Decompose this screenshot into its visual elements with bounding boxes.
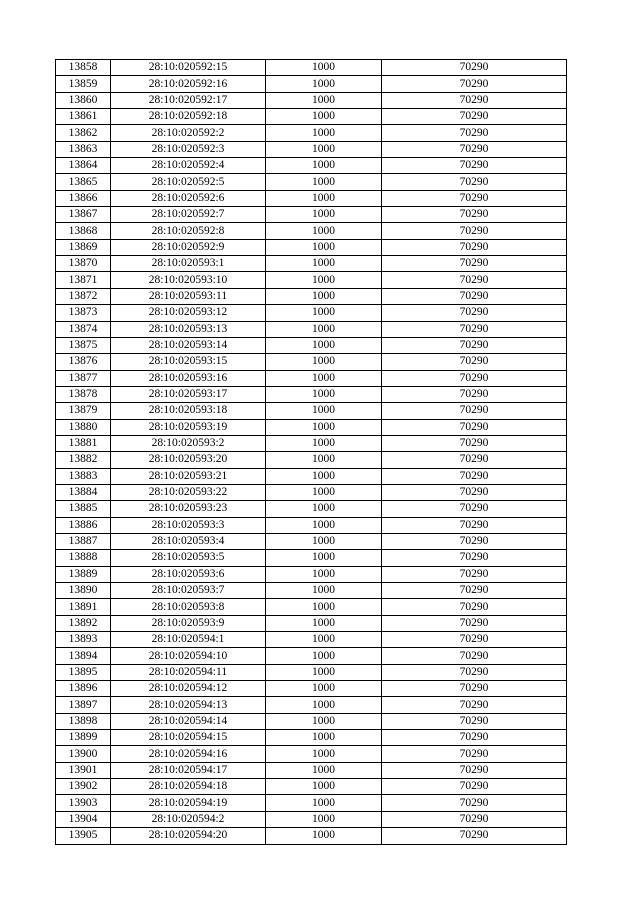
area-cell: 1000 [266, 762, 382, 778]
value-cell: 70290 [382, 141, 567, 157]
row-number-cell: 13880 [56, 419, 111, 435]
value-cell: 70290 [382, 632, 567, 648]
row-number-cell: 13891 [56, 599, 111, 615]
table-row [56, 583, 567, 599]
row-number-cell: 13889 [56, 566, 111, 582]
area-cell: 1000 [266, 125, 382, 141]
value-cell: 70290 [382, 239, 567, 255]
cadastral-number-cell: 28:10:020593:7 [111, 583, 266, 599]
area-cell: 1000 [266, 517, 382, 533]
cadastral-number-cell: 28:10:020592:17 [111, 92, 266, 108]
value-cell: 70290 [382, 386, 567, 402]
row-number-cell: 13893 [56, 632, 111, 648]
value-cell: 70290 [382, 811, 567, 827]
cadastral-number-cell: 28:10:020593:17 [111, 386, 266, 402]
value-cell: 70290 [382, 354, 567, 370]
row-number-cell: 13879 [56, 403, 111, 419]
cadastral-number-cell: 28:10:020594:17 [111, 762, 266, 778]
area-cell: 1000 [266, 533, 382, 549]
table-row [56, 533, 567, 549]
value-cell: 70290 [382, 713, 567, 729]
table-row [56, 550, 567, 566]
table-row [56, 403, 567, 419]
table-row [56, 92, 567, 108]
cadastral-number-cell: 28:10:020593:21 [111, 468, 266, 484]
area-cell: 1000 [266, 648, 382, 664]
cadastral-number-cell: 28:10:020592:6 [111, 190, 266, 206]
cadastral-number-cell: 28:10:020594:18 [111, 779, 266, 795]
cadastral-number-cell: 28:10:020592:4 [111, 158, 266, 174]
value-cell: 70290 [382, 730, 567, 746]
area-cell: 1000 [266, 795, 382, 811]
table-row [56, 60, 567, 76]
table-row [56, 501, 567, 517]
area-cell: 1000 [266, 501, 382, 517]
cadastral-number-cell: 28:10:020594:11 [111, 664, 266, 680]
table-row [56, 435, 567, 451]
cadastral-number-cell: 28:10:020593:13 [111, 321, 266, 337]
cadastral-number-cell: 28:10:020593:18 [111, 403, 266, 419]
area-cell: 1000 [266, 746, 382, 762]
value-cell: 70290 [382, 76, 567, 92]
cadastral-number-cell: 28:10:020594:14 [111, 713, 266, 729]
cadastral-number-cell: 28:10:020593:5 [111, 550, 266, 566]
value-cell: 70290 [382, 517, 567, 533]
table-row [56, 762, 567, 778]
table-row [56, 76, 567, 92]
row-number-cell: 13866 [56, 190, 111, 206]
table-row [56, 648, 567, 664]
value-cell: 70290 [382, 828, 567, 844]
value-cell: 70290 [382, 779, 567, 795]
table-row [56, 697, 567, 713]
row-number-cell: 13890 [56, 583, 111, 599]
table-row [56, 468, 567, 484]
area-cell: 1000 [266, 599, 382, 615]
value-cell: 70290 [382, 468, 567, 484]
value-cell: 70290 [382, 207, 567, 223]
area-cell: 1000 [266, 158, 382, 174]
area-cell: 1000 [266, 190, 382, 206]
table-row [56, 811, 567, 827]
area-cell: 1000 [266, 811, 382, 827]
row-number-cell: 13900 [56, 746, 111, 762]
value-cell: 70290 [382, 533, 567, 549]
row-number-cell: 13897 [56, 697, 111, 713]
row-number-cell: 13876 [56, 354, 111, 370]
value-cell: 70290 [382, 648, 567, 664]
row-number-cell: 13885 [56, 501, 111, 517]
area-cell: 1000 [266, 223, 382, 239]
row-number-cell: 13903 [56, 795, 111, 811]
value-cell: 70290 [382, 272, 567, 288]
value-cell: 70290 [382, 664, 567, 680]
cadastral-number-cell: 28:10:020592:15 [111, 60, 266, 76]
area-cell: 1000 [266, 370, 382, 386]
cadastral-number-cell: 28:10:020594:2 [111, 811, 266, 827]
value-cell: 70290 [382, 550, 567, 566]
table-row [56, 321, 567, 337]
cadastral-number-cell: 28:10:020594:13 [111, 697, 266, 713]
row-number-cell: 13894 [56, 648, 111, 664]
value-cell: 70290 [382, 419, 567, 435]
row-number-cell: 13904 [56, 811, 111, 827]
table-row [56, 795, 567, 811]
table-row [56, 730, 567, 746]
table-row [56, 239, 567, 255]
table-row [56, 419, 567, 435]
cadastral-number-cell: 28:10:020592:5 [111, 174, 266, 190]
value-cell: 70290 [382, 746, 567, 762]
row-number-cell: 13887 [56, 533, 111, 549]
value-cell: 70290 [382, 190, 567, 206]
area-cell: 1000 [266, 92, 382, 108]
value-cell: 70290 [382, 60, 567, 76]
value-cell: 70290 [382, 321, 567, 337]
table-row [56, 484, 567, 500]
row-number-cell: 13865 [56, 174, 111, 190]
cadastral-number-cell: 28:10:020594:19 [111, 795, 266, 811]
area-cell: 1000 [266, 664, 382, 680]
area-cell: 1000 [266, 337, 382, 353]
area-cell: 1000 [266, 386, 382, 402]
cadastral-number-cell: 28:10:020594:15 [111, 730, 266, 746]
value-cell: 70290 [382, 305, 567, 321]
table-row [56, 190, 567, 206]
table-row [56, 141, 567, 157]
table-row [56, 288, 567, 304]
area-cell: 1000 [266, 550, 382, 566]
value-cell: 70290 [382, 795, 567, 811]
table-row [56, 256, 567, 272]
table-row [56, 207, 567, 223]
area-cell: 1000 [266, 828, 382, 844]
value-cell: 70290 [382, 583, 567, 599]
row-number-cell: 13892 [56, 615, 111, 631]
cadastral-number-cell: 28:10:020592:8 [111, 223, 266, 239]
row-number-cell: 13873 [56, 305, 111, 321]
table-row [56, 779, 567, 795]
table-row [56, 599, 567, 615]
area-cell: 1000 [266, 305, 382, 321]
row-number-cell: 13874 [56, 321, 111, 337]
table-row [56, 746, 567, 762]
area-cell: 1000 [266, 321, 382, 337]
row-number-cell: 13867 [56, 207, 111, 223]
cadastral-number-cell: 28:10:020593:22 [111, 484, 266, 500]
data-table [55, 59, 567, 845]
row-number-cell: 13871 [56, 272, 111, 288]
area-cell: 1000 [266, 419, 382, 435]
cadastral-number-cell: 28:10:020593:19 [111, 419, 266, 435]
value-cell: 70290 [382, 337, 567, 353]
row-number-cell: 13860 [56, 92, 111, 108]
row-number-cell: 13898 [56, 713, 111, 729]
row-number-cell: 13883 [56, 468, 111, 484]
row-number-cell: 13895 [56, 664, 111, 680]
area-cell: 1000 [266, 779, 382, 795]
row-number-cell: 13886 [56, 517, 111, 533]
area-cell: 1000 [266, 109, 382, 125]
cadastral-number-cell: 28:10:020593:8 [111, 599, 266, 615]
cadastral-number-cell: 28:10:020593:11 [111, 288, 266, 304]
row-number-cell: 13872 [56, 288, 111, 304]
area-cell: 1000 [266, 141, 382, 157]
cadastral-number-cell: 28:10:020593:6 [111, 566, 266, 582]
area-cell: 1000 [266, 632, 382, 648]
cadastral-number-cell: 28:10:020593:2 [111, 435, 266, 451]
cadastral-number-cell: 28:10:020593:23 [111, 501, 266, 517]
area-cell: 1000 [266, 354, 382, 370]
value-cell: 70290 [382, 403, 567, 419]
value-cell: 70290 [382, 484, 567, 500]
table-row [56, 272, 567, 288]
value-cell: 70290 [382, 256, 567, 272]
value-cell: 70290 [382, 599, 567, 615]
area-cell: 1000 [266, 272, 382, 288]
area-cell: 1000 [266, 484, 382, 500]
area-cell: 1000 [266, 174, 382, 190]
row-number-cell: 13899 [56, 730, 111, 746]
cadastral-number-cell: 28:10:020592:9 [111, 239, 266, 255]
row-number-cell: 13896 [56, 681, 111, 697]
value-cell: 70290 [382, 288, 567, 304]
area-cell: 1000 [266, 256, 382, 272]
table-row [56, 632, 567, 648]
table-row [56, 158, 567, 174]
row-number-cell: 13864 [56, 158, 111, 174]
table-row [56, 125, 567, 141]
value-cell: 70290 [382, 125, 567, 141]
cadastral-number-cell: 28:10:020592:16 [111, 76, 266, 92]
area-cell: 1000 [266, 60, 382, 76]
area-cell: 1000 [266, 681, 382, 697]
cadastral-number-cell: 28:10:020593:15 [111, 354, 266, 370]
row-number-cell: 13859 [56, 76, 111, 92]
value-cell: 70290 [382, 92, 567, 108]
area-cell: 1000 [266, 566, 382, 582]
table-row [56, 452, 567, 468]
cadastral-number-cell: 28:10:020594:12 [111, 681, 266, 697]
cadastral-number-cell: 28:10:020593:9 [111, 615, 266, 631]
value-cell: 70290 [382, 681, 567, 697]
row-number-cell: 13881 [56, 435, 111, 451]
table-row [56, 386, 567, 402]
table-row [56, 354, 567, 370]
area-cell: 1000 [266, 697, 382, 713]
table-row [56, 223, 567, 239]
area-cell: 1000 [266, 468, 382, 484]
table-row [56, 517, 567, 533]
row-number-cell: 13901 [56, 762, 111, 778]
table-row [56, 566, 567, 582]
cadastral-number-cell: 28:10:020592:2 [111, 125, 266, 141]
cadastral-number-cell: 28:10:020594:10 [111, 648, 266, 664]
table-row [56, 370, 567, 386]
cadastral-number-cell: 28:10:020594:16 [111, 746, 266, 762]
area-cell: 1000 [266, 730, 382, 746]
area-cell: 1000 [266, 583, 382, 599]
area-cell: 1000 [266, 76, 382, 92]
table-row [56, 615, 567, 631]
table-row [56, 174, 567, 190]
row-number-cell: 13861 [56, 109, 111, 125]
value-cell: 70290 [382, 435, 567, 451]
table-body [56, 60, 567, 845]
value-cell: 70290 [382, 174, 567, 190]
cadastral-number-cell: 28:10:020594:1 [111, 632, 266, 648]
area-cell: 1000 [266, 207, 382, 223]
table-row [56, 337, 567, 353]
area-cell: 1000 [266, 615, 382, 631]
cadastral-number-cell: 28:10:020593:12 [111, 305, 266, 321]
cadastral-number-cell: 28:10:020593:3 [111, 517, 266, 533]
row-number-cell: 13869 [56, 239, 111, 255]
row-number-cell: 13905 [56, 828, 111, 844]
row-number-cell: 13868 [56, 223, 111, 239]
row-number-cell: 13863 [56, 141, 111, 157]
table-row [56, 109, 567, 125]
value-cell: 70290 [382, 697, 567, 713]
row-number-cell: 13902 [56, 779, 111, 795]
value-cell: 70290 [382, 370, 567, 386]
cadastral-number-cell: 28:10:020593:20 [111, 452, 266, 468]
area-cell: 1000 [266, 288, 382, 304]
value-cell: 70290 [382, 501, 567, 517]
value-cell: 70290 [382, 452, 567, 468]
cadastral-number-cell: 28:10:020592:3 [111, 141, 266, 157]
cadastral-number-cell: 28:10:020594:20 [111, 828, 266, 844]
row-number-cell: 13888 [56, 550, 111, 566]
area-cell: 1000 [266, 403, 382, 419]
table-row [56, 828, 567, 844]
row-number-cell: 13875 [56, 337, 111, 353]
area-cell: 1000 [266, 239, 382, 255]
cadastral-number-cell: 28:10:020593:1 [111, 256, 266, 272]
area-cell: 1000 [266, 435, 382, 451]
value-cell: 70290 [382, 566, 567, 582]
value-cell: 70290 [382, 223, 567, 239]
area-cell: 1000 [266, 452, 382, 468]
cadastral-number-cell: 28:10:020593:16 [111, 370, 266, 386]
row-number-cell: 13882 [56, 452, 111, 468]
row-number-cell: 13862 [56, 125, 111, 141]
cadastral-number-cell: 28:10:020592:18 [111, 109, 266, 125]
row-number-cell: 13878 [56, 386, 111, 402]
row-number-cell: 13858 [56, 60, 111, 76]
row-number-cell: 13884 [56, 484, 111, 500]
row-number-cell: 13870 [56, 256, 111, 272]
table-row [56, 305, 567, 321]
table-row [56, 681, 567, 697]
area-cell: 1000 [266, 713, 382, 729]
cadastral-number-cell: 28:10:020592:7 [111, 207, 266, 223]
value-cell: 70290 [382, 762, 567, 778]
table-row [56, 713, 567, 729]
cadastral-number-cell: 28:10:020593:4 [111, 533, 266, 549]
value-cell: 70290 [382, 615, 567, 631]
value-cell: 70290 [382, 109, 567, 125]
value-cell: 70290 [382, 158, 567, 174]
row-number-cell: 13877 [56, 370, 111, 386]
table-row [56, 664, 567, 680]
cadastral-number-cell: 28:10:020593:14 [111, 337, 266, 353]
cadastral-number-cell: 28:10:020593:10 [111, 272, 266, 288]
